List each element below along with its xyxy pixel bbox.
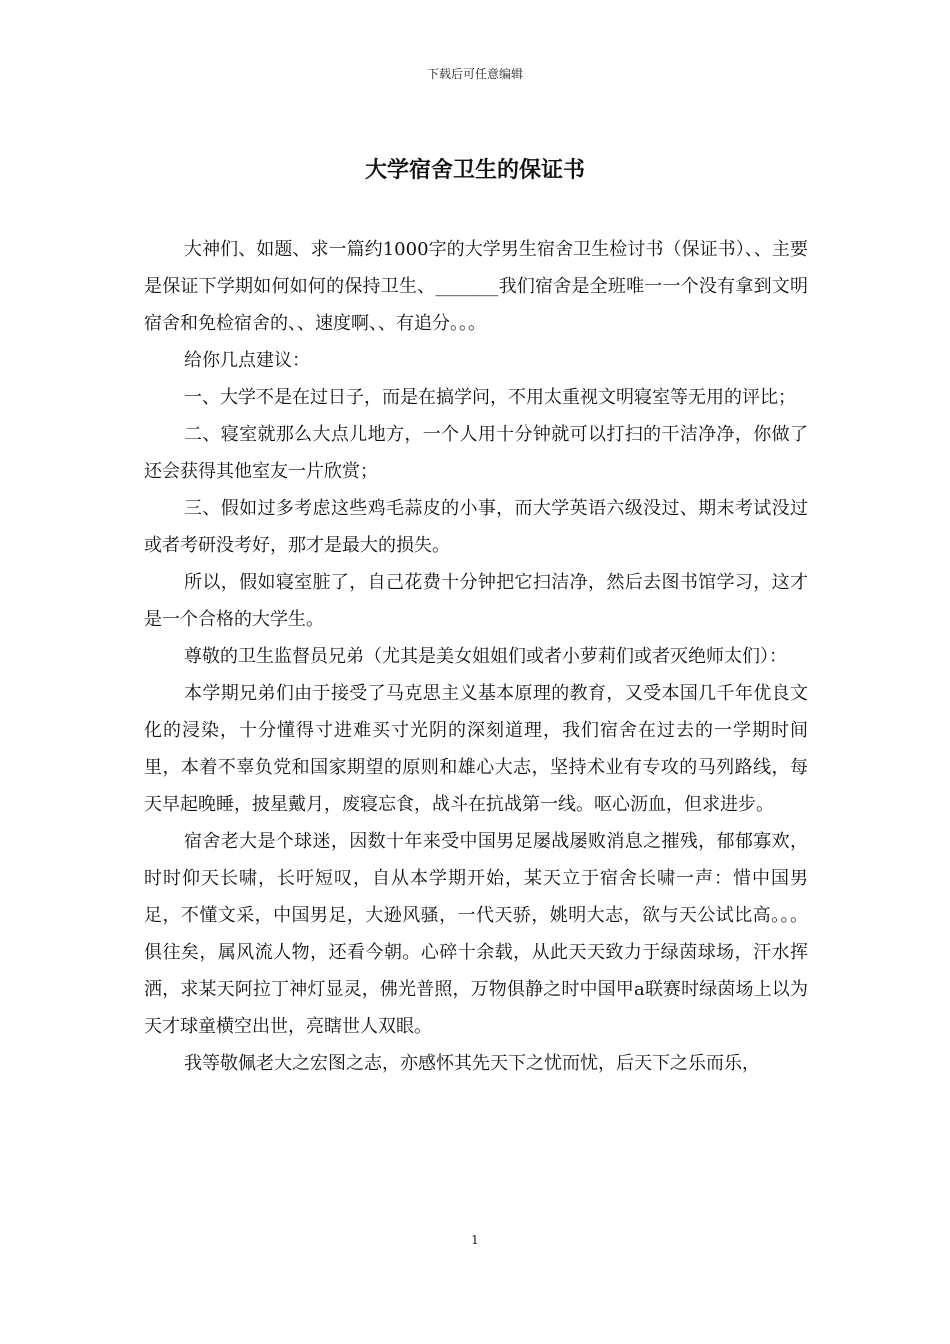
- page-title: 大学宿舍卫生的保证书: [364, 158, 585, 183]
- document-body: [144, 231, 808, 1082]
- page-number: 1: [471, 1233, 479, 1247]
- paragraph-body-3: 我等敬佩老大之宏图之志，亦感怀其先天下之忧而忧，后天下之乐而乐，: [184, 1053, 760, 1074]
- paragraph-suggestions-intro: 给你几点建议：: [184, 350, 310, 371]
- header-note: 下载后可任意编辑: [426, 67, 523, 81]
- paragraph-suggestion-2: 二、寝室就那么大点儿地方，一个人用十分钟就可以打扫的干洁净净，你做了还会获得其他室友一片欣赏；: [144, 424, 808, 482]
- paragraph-salutation: 尊敬的卫生监督员兄弟（尤其是美女姐姐们或者小萝莉们或者灭绝师太们）：: [184, 646, 787, 667]
- paragraph-conclusion: 所以，假如寝室脏了，自己花费十分钟把它扫洁净，然后去图书馆学习，这才是一个合格的大学生。: [144, 572, 808, 630]
- paragraph-body-2: 宿舍老大是个球迷，因数十年来受中国男足屡战屡败消息之摧残，郁郁寡欢，时时仰天长啸，长吁短叹，自从本学期开始，某天立于宿舍长啸一声：惜中国男足，不懂文采，中国男足，大逊风骚，一代天骄，姚明大志，欲与天公试比高。。。俱往矣，属风流人物，还看今朝。心碎十余载，从此天天致力于绿茵球场，汗水挥洒，求某天阿拉丁神灯显灵，佛光普照，万物俱静之时中国甲a联赛时绿茵场上以为天才球童横空出世，亮瞎世人双眼。: [144, 831, 808, 1037]
- paragraph-request: 大神们、如题、求一篇约1000字的大学男生宿舍卫生检讨书（保证书）、、主要是保证下学期如何如何的保持卫生、_______我们宿舍是全班唯一一个没有拿到文明宿舍和免检宿舍的、、速度啊、、有追分。。。: [144, 239, 808, 334]
- paragraph-suggestion-1: 一、大学不是在过日子，而是在搞学问，不用太重视文明寝室等无用的评比；: [184, 387, 796, 408]
- paragraph-suggestion-3: 三、假如过多考虑这些鸡毛蒜皮的小事，而大学英语六级没过、期末考试没过或者考研没考好，那才是最大的损失。: [144, 498, 808, 556]
- paragraph-body-1: 本学期兄弟们由于接受了马克思主义基本原理的教育，又受本国几千年优良文化的浸染，十分懂得寸进难买寸光阴的深刻道理，我们宿舍在过去的一学期时间里，本着不辜负党和国家期望的原则和雄心大志，坚持术业有专攻的马列路线，每天早起晚睡，披星戴月，废寝忘食，战斗在抗战第一线。呕心沥血，但求进步。: [144, 683, 808, 815]
